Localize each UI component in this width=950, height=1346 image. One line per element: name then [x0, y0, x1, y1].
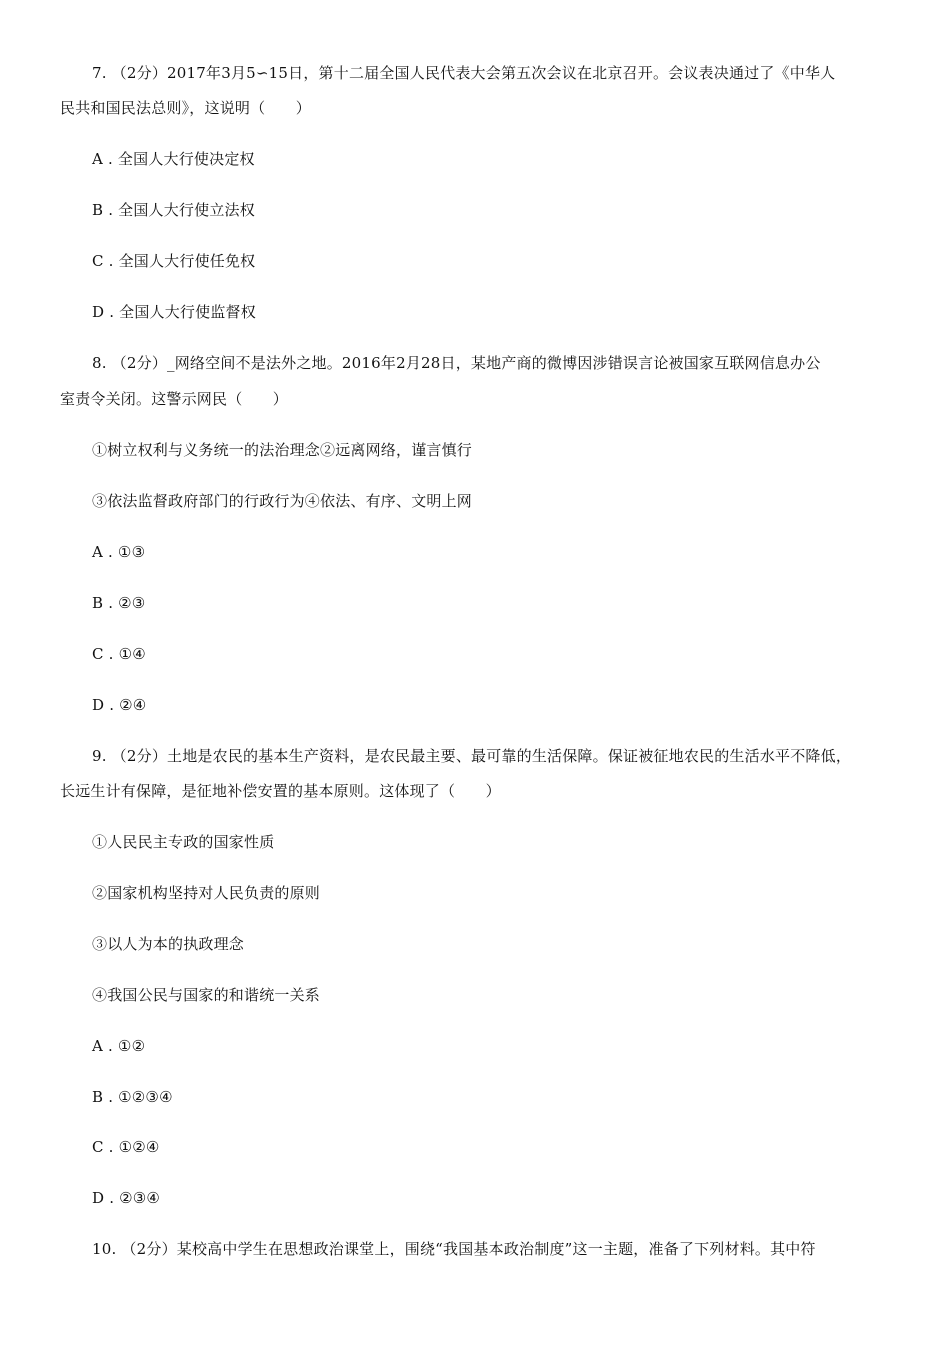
question-9-statement-1: ①人民民主专政的国家性质: [92, 833, 275, 851]
question-8-line-2: 室责令关闭。这警示网民（ ）: [60, 390, 289, 408]
question-8-line-1: 8. （2分）_网络空间不是法外之地。2016年2月28日，某地产商的微博因涉错误言论被国家互联网信息办公: [92, 354, 821, 372]
question-9-option-a[interactable]: A . ①②: [92, 1037, 146, 1055]
question-8-option-d[interactable]: D . ②④: [92, 696, 147, 714]
question-7-option-d[interactable]: D . 全国人大行使监督权: [92, 303, 256, 321]
question-7-option-c[interactable]: C . 全国人大行使任免权: [92, 252, 256, 270]
question-8-option-b[interactable]: B . ②③: [92, 594, 146, 612]
question-10-line-1: 10. （2分）某校高中学生在思想政治课堂上，围绕“我国基本政治制度”这一主题，准备了下列材料。其中符: [92, 1240, 816, 1258]
question-9-option-b[interactable]: B . ①②③④: [92, 1088, 173, 1106]
question-8-statement-2: ③依法监督政府部门的行政行为④依法、有序、文明上网: [92, 492, 473, 510]
question-8-statement-1: ①树立权利与义务统一的法治理念②远离网络，谨言慎行: [92, 441, 473, 459]
question-7-line-2: 民共和国民法总则》，这说明（ ）: [60, 99, 311, 117]
question-9-option-d[interactable]: D . ②③④: [92, 1189, 161, 1207]
question-9-statement-4: ④我国公民与国家的和谐统一关系: [92, 986, 321, 1004]
question-8-option-c[interactable]: C . ①④: [92, 645, 146, 663]
question-9-line-1: 9. （2分）土地是农民的基本生产资料，是农民最主要、最可靠的生活保障。保证被征地农民的生活水平不降低，: [92, 747, 852, 765]
question-8-option-a[interactable]: A . ①③: [92, 543, 146, 561]
question-9-statement-3: ③以人为本的执政理念: [92, 935, 245, 953]
question-9-statement-2: ②国家机构坚持对人民负责的原则: [92, 884, 321, 902]
question-9-line-2: 长远生计有保障，是征地补偿安置的基本原则。这体现了（ ）: [60, 782, 501, 800]
question-9-option-c[interactable]: C . ①②④: [92, 1138, 160, 1156]
question-7-option-a[interactable]: A . 全国人大行使决定权: [92, 150, 255, 168]
question-7-option-b[interactable]: B . 全国人大行使立法权: [92, 201, 255, 219]
question-7-line-1: 7. （2分）2017年3月5∽15日，第十二届全国人民代表大会第五次会议在北京召开。会议表决通过了《中华人: [92, 64, 836, 82]
